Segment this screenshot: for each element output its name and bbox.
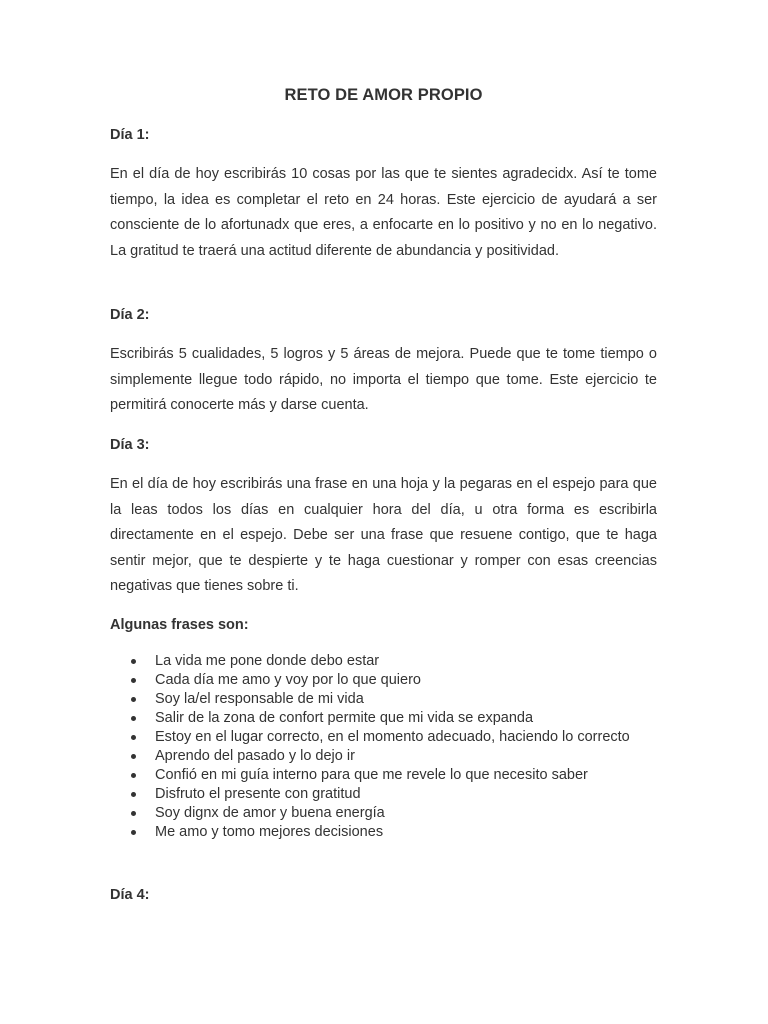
list-item: La vida me pone donde debo estar <box>110 652 657 671</box>
bullet-icon <box>131 811 136 816</box>
day-1-text: En el día de hoy escribirás 10 cosas por las que te sientes agradecidx. Así te tome tiempo, la idea es completar el reto en 24 horas. Este ejercicio de ayudará a ser consciente de lo afortunadx que eres, a enfocarte en lo positivo y no en lo negativo. La gratitud te traerá una actitud diferente de abundancia y positividad. <box>110 166 657 259</box>
list-item: Cada día me amo y voy por lo que quiero <box>110 671 657 690</box>
phrases-list <box>110 652 657 842</box>
day-1-heading: Día 1: <box>110 127 150 143</box>
bullet-icon <box>131 716 136 721</box>
bullet-icon <box>131 697 136 702</box>
bullet-icon <box>131 754 136 759</box>
list-item: Estoy en el lugar correcto, en el momento adecuado, haciendo lo correcto <box>110 728 657 747</box>
list-item: Confió en mi guía interno para que me revele lo que necesito saber <box>110 766 657 785</box>
list-item: Aprendo del pasado y lo dejo ir <box>110 747 657 766</box>
bullet-icon <box>131 792 136 797</box>
day-2-text: Escribirás 5 cualidades, 5 logros y 5 áreas de mejora. Puede que te tome tiempo o simplemente llegue todo rápido, no importa el tiempo que tome. Este ejercicio te permitirá conocerte más y darse cuenta. <box>110 346 657 414</box>
day-2-heading: Día 2: <box>110 307 150 323</box>
document-title: RETO DE AMOR PROPIO <box>284 86 483 104</box>
list-item: Soy la/el responsable de mi vida <box>110 690 657 709</box>
bullet-icon <box>131 773 136 778</box>
list-item: Soy dignx de amor y buena energía <box>110 804 657 823</box>
list-item: Disfruto el presente con gratitud <box>110 785 657 804</box>
bullet-icon <box>131 659 136 664</box>
day-3-heading: Día 3: <box>110 437 150 453</box>
bullet-icon <box>131 830 136 835</box>
phrases-heading: Algunas frases son: <box>110 617 249 633</box>
list-item: Salir de la zona de confort permite que mi vida se expanda <box>110 709 657 728</box>
bullet-icon <box>131 735 136 740</box>
bullet-icon <box>131 678 136 683</box>
day-4-heading: Día 4: <box>110 887 150 903</box>
day-3-text: En el día de hoy escribirás una frase en una hoja y la pegaras en el espejo para que la leas todos los días en cualquier hora del día, u otra forma es escribirla directamente en el espejo. Debe ser una frase que resuene contigo, que te haga sentir mejor, que te despierte y te haga cuestionar y romper con esas creencias negativas que tienes sobre ti. <box>110 476 657 595</box>
list-item: Me amo y tomo mejores decisiones <box>110 823 657 842</box>
